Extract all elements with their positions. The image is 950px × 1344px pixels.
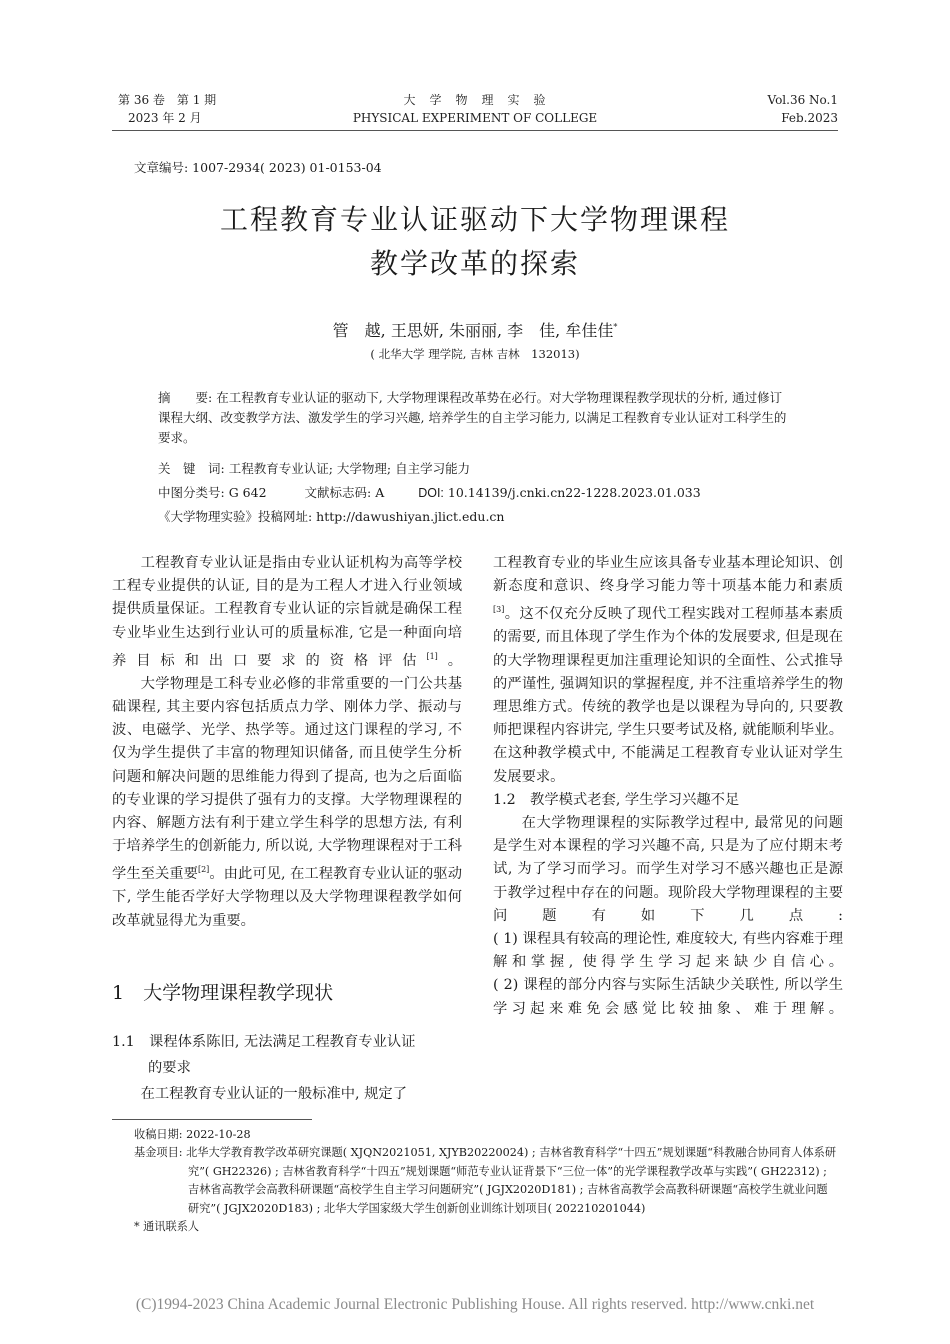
footnote-rule xyxy=(112,1119,312,1120)
section-heading-1: 1 大学物理课程教学现状 xyxy=(112,982,334,1004)
paragraph: 在大学物理课程的实际教学过程中, 最常见的问题是学生对本课程的学习兴趣不高, 只是为了应付期末考试, 为了学习而学习。而学生对学习不感兴趣也正是源于教学过程中存在的问题。现阶段大学物理课程的主要问题有如下几点: xyxy=(493,815,843,924)
header-rule xyxy=(112,130,838,131)
submission-website[interactable]: 《大学物理实验》投稿网址: http://dawushiyan.jlict.edu.cn xyxy=(158,509,505,524)
abstract xyxy=(158,388,792,448)
paragraph: ( 1) 课程具有较高的理论性, 难度较大, 有些内容难于理解和掌握, 使得学生学习起来缺少自信心。 xyxy=(493,931,843,971)
received-date: 收稿日期: 2022-10-28 xyxy=(134,1128,251,1141)
body-left-column xyxy=(112,552,462,933)
title-line-2: 教学改革的探索 xyxy=(369,247,580,280)
subsection-heading-1-1: 1.1 课程体系陈旧, 无法满足工程教育专业认证 xyxy=(112,1034,416,1050)
classification xyxy=(158,483,701,503)
abstract-label: 摘 要: xyxy=(158,390,213,405)
doi-label: DOI: xyxy=(418,486,444,500)
doc-code-label: 文献标志码: xyxy=(304,485,372,500)
article-number: 文章编号: 1007-2934( 2023) 01-0153-04 xyxy=(134,160,382,175)
citation[interactable]: [3] xyxy=(493,605,505,615)
paragraph-text: 工程教育专业的毕业生应该具备专业基本理论知识、创新态度和意识、终身学习能力等十项基本能力和素质 xyxy=(493,555,843,595)
paragraph xyxy=(112,673,462,933)
body-left-tail xyxy=(112,1083,462,1106)
body-right-column xyxy=(493,552,843,1021)
paragraph-text: 工程教育专业认证是指由专业认证机构为高等学校工程专业提供的认证, 目的是为工程人才进入行业领域提供质量保证。工程教育专业认证的宗旨就是确保工程专业毕业生达到行业认可的质量标准, 它是一种面向培养目标和出口要求的资格评估 xyxy=(112,555,462,669)
funding xyxy=(134,1144,838,1218)
keywords-text: 工程教育专业认证; 大学物理; 自主学习能力 xyxy=(228,461,471,476)
paragraph: 在工程教育专业认证的一般标准中, 规定了 xyxy=(140,1086,408,1102)
keywords-label: 关 键 词: xyxy=(158,461,225,476)
copyright-footer: (C)1994-2023 China Academic Journal Electronic Publishing House. All rights reserved. http://www.cnki.net xyxy=(135,1296,815,1313)
corresponding-mark: * xyxy=(613,322,618,332)
funding-text: 基金项目: 北华大学教育教学改革研究课题( XJQN2021051, XJYB20220024) ; 吉林省教育科学“十四五”规划课题“科教融合协同育人体系研究”( GH22326) ; 吉林省教育科学“十四五”规划课题“师范专业认证背景下“三位一体”的光学课程教学改革与实践”( GH22312) ; 吉林省高教学会高教科研课题“高校学生自主学习问题研究”( JGJX2020D181) ; 吉林省高教学会高教科研课题“高校学生就业问题研究”( JGJX2020D183) ; 北华大学国家级大学生创新创业训练计划项目( 202210201044) xyxy=(134,1146,837,1215)
clc-label: 中图分类号: xyxy=(158,485,225,500)
journal-name-en: PHYSICAL EXPERIMENT OF COLLEGE xyxy=(352,111,598,125)
doc-code-value: A xyxy=(375,485,385,500)
journal-volume-en: Vol.36 No.1 xyxy=(767,93,838,107)
paragraph-end: 。这不仅充分反映了现代工程实践对工程师基本素质的需要, 而且体现了学生作为个体的发展要求, 但是现在的大学物理课程更加注重理论知识的全面性、公式推导的严谨性, 强调知识的掌握程度, 并不注重培养学生的物理思维方式。传统的教学也是以课程为导向的, 只要教师把课程内容讲完, 学生只要考试及格, 就能顺利毕业。在这种教学模式中, 不能满足工程教育专业认证对学生发展要求。 xyxy=(493,606,843,785)
journal-date: 2023 年 2 月 xyxy=(128,111,202,125)
subsection-heading-1-1-cont: 的要求 xyxy=(148,1060,191,1076)
paragraph-end: 。由此可见, 在工程教育专业认证的驱动下, 学生能否学好大学物理以及大学物理课程教学如何改革就显得尤为重要。 xyxy=(112,866,462,929)
citation[interactable]: [2] xyxy=(197,865,210,875)
affiliation: ( 北华大学 理学院, 吉林 吉林 132013) xyxy=(370,347,580,361)
citation[interactable]: [1] xyxy=(426,651,438,661)
authors xyxy=(0,318,950,341)
journal-volume: 第 36 卷 第 1 期 xyxy=(118,93,217,107)
abstract-text: 在工程教育专业认证的驱动下, 大学物理课程改革势在必行。对大学物理课程教学现状的分析, 通过修订课程大纲、改变教学方法、激发学生的学习兴趣, 培养学生的自主学习能力, 以满足工程教育专业认证对工科学生的要求。 xyxy=(158,390,787,445)
paragraph-end: 。 xyxy=(437,652,463,669)
subsection-heading-1-2: 1.2 教学模式老套, 学生学习兴趣不足 xyxy=(493,791,740,808)
paragraph: ( 2) 课程的部分内容与实际生活缺少关联性, 所以学生学习起来难免会感觉比较抽象、难于理解。 xyxy=(493,977,843,1017)
paragraph xyxy=(112,552,462,673)
authors-names: 管 越, 王思妍, 朱丽丽, 李 佳, 牟佳佳 xyxy=(332,321,614,340)
paragraph-text: 大学物理是工科专业必修的非常重要的一门公共基础课程, 其主要内容包括质点力学、刚体力学、振动与波、电磁学、光学、热学等。通过这门课程的学习, 不仅为学生提供了丰富的物理知识储备, 而且使学生分析问题和解决问题的思维能力得到了提高, 也为之后面临的专业课的学习提供了强有力的支撑。大学物理课程的内容、解题方法有利于建立学生科学的思想方法, 有利于培养学生的创新能力, 所以说, 大学物理课程对于工科学生至关重要 xyxy=(112,675,462,883)
clc-value: G 642 xyxy=(228,485,267,500)
paragraph xyxy=(493,552,843,789)
journal-name-cn: 大 学 物 理 实 验 xyxy=(403,93,547,107)
journal-date-en: Feb.2023 xyxy=(781,111,838,125)
keywords xyxy=(158,459,470,479)
doi-value[interactable]: 10.14139/j.cnki.cn22-1228.2023.01.033 xyxy=(447,485,701,500)
corresponding-author: * 通讯联系人 xyxy=(134,1220,200,1233)
title-line-1: 工程教育专业认证驱动下大学物理课程 xyxy=(219,203,730,236)
